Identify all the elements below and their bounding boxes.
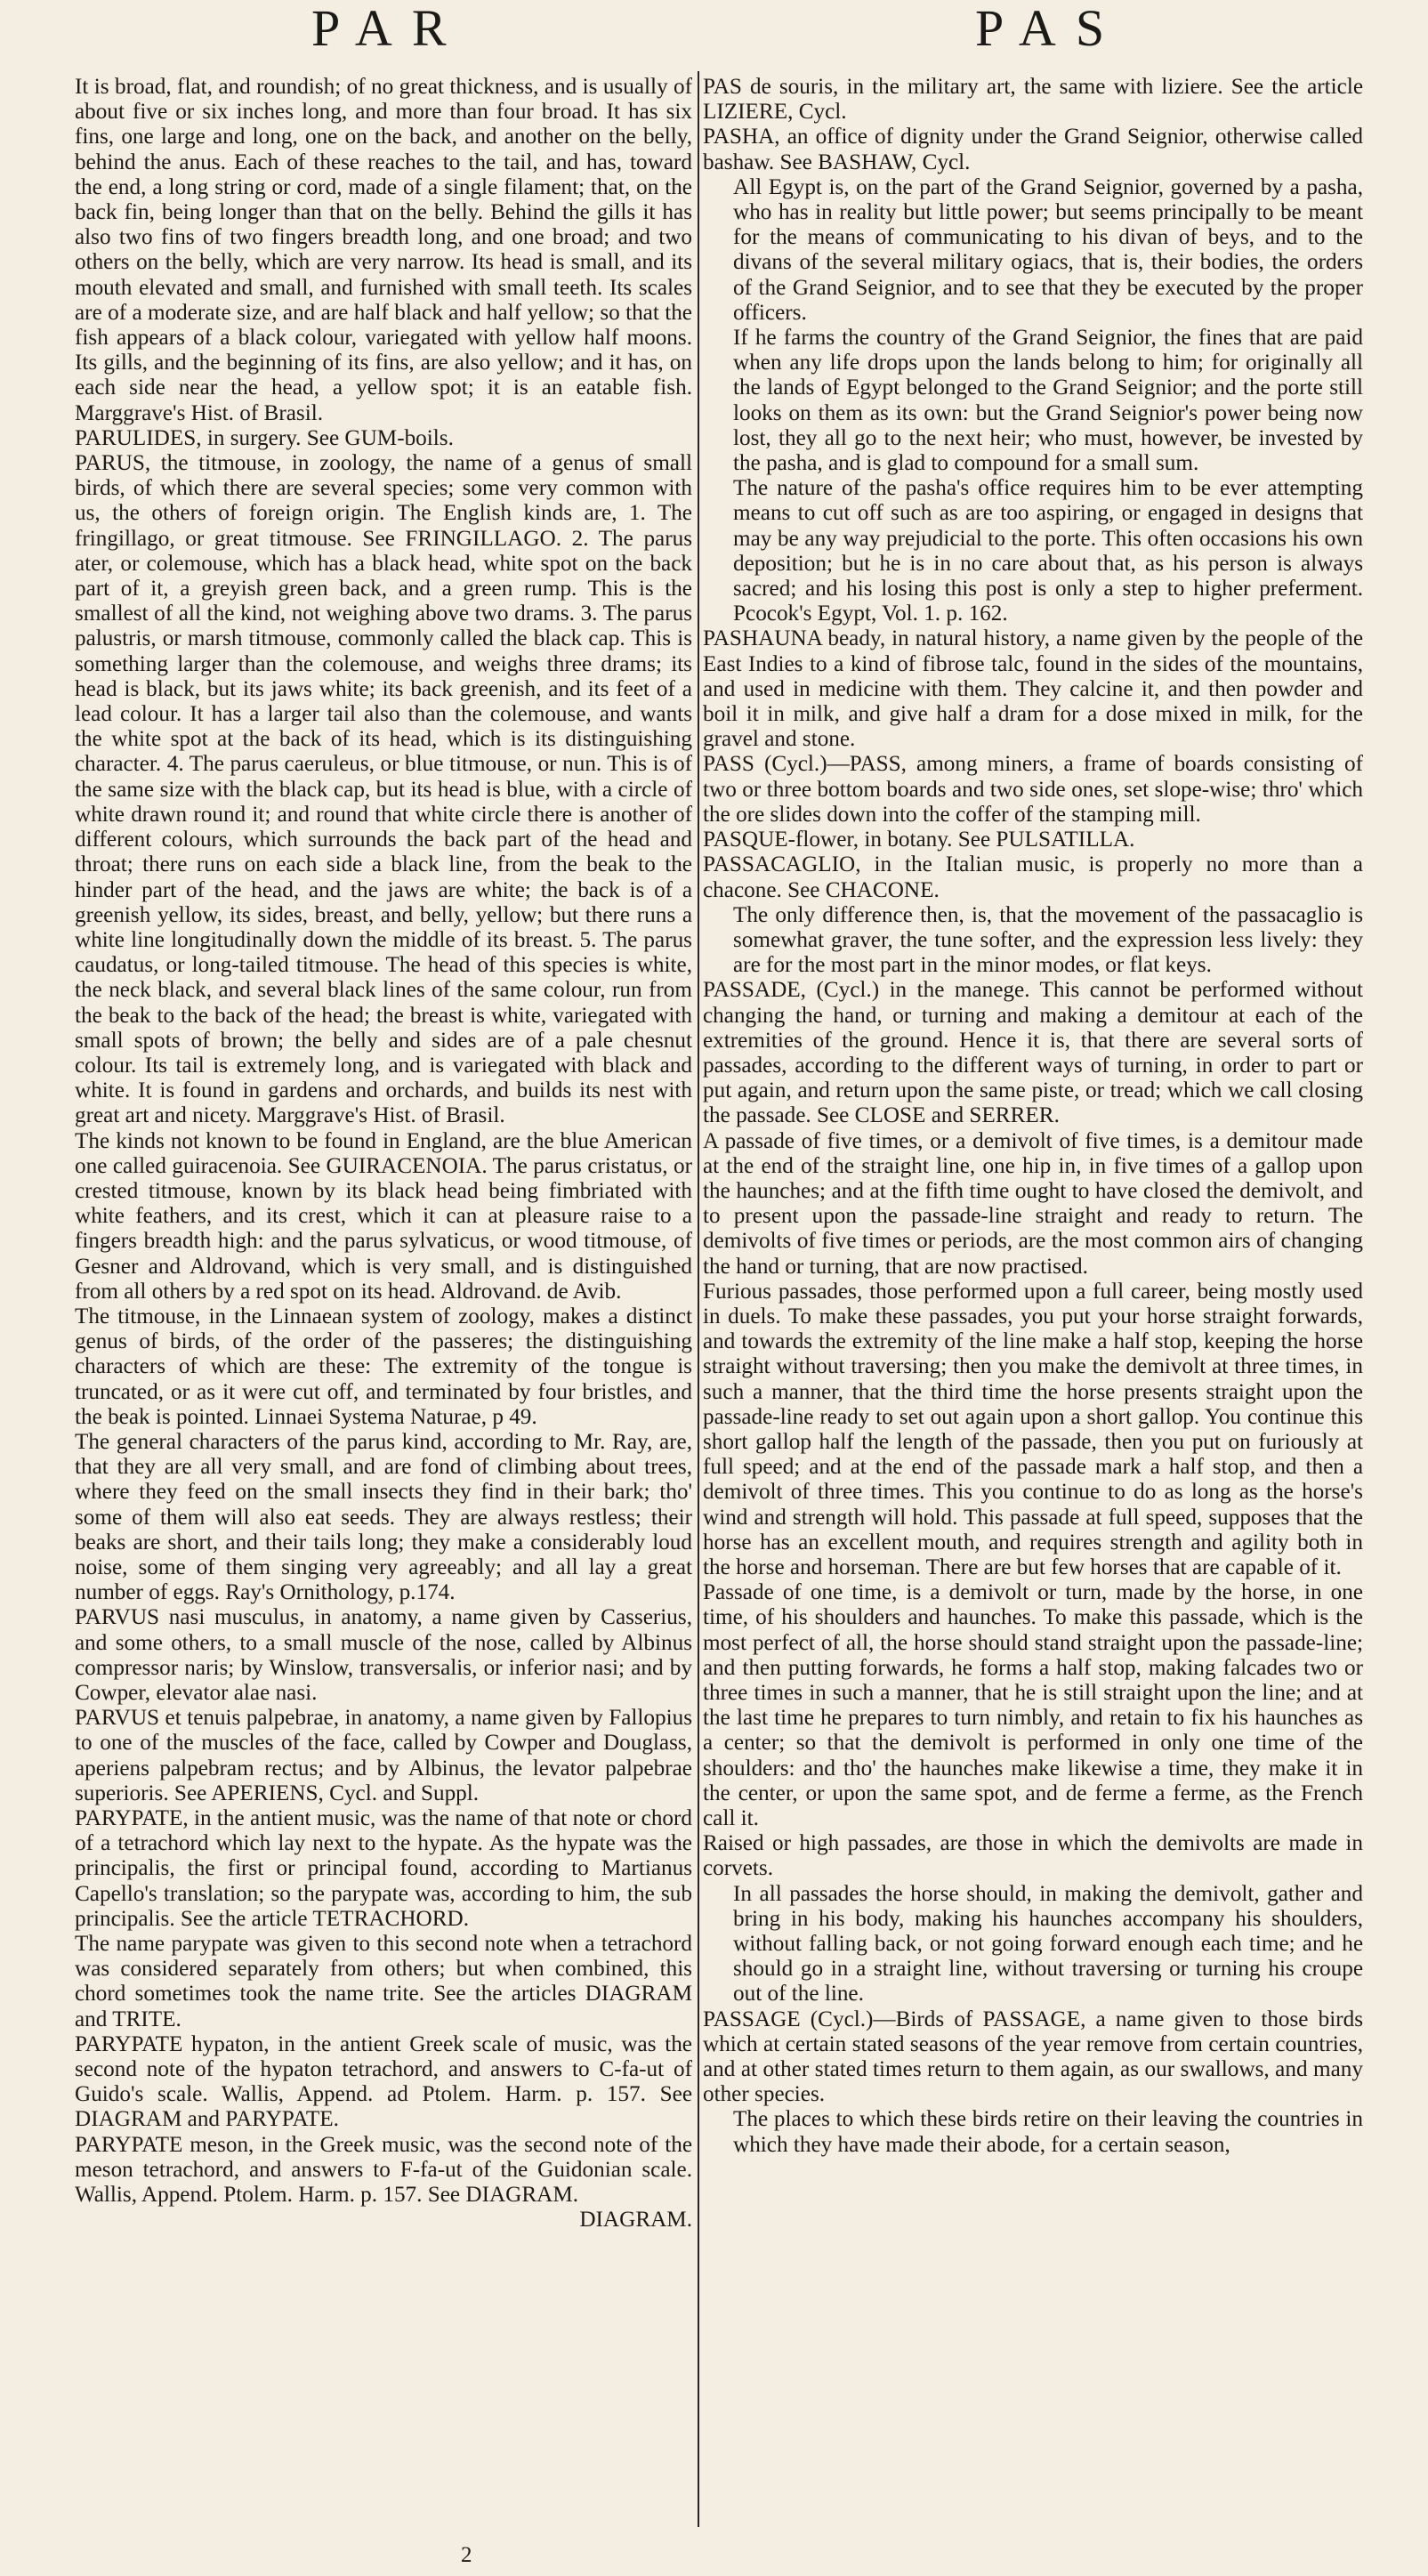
dictionary-entry: Furious passades, those performed upon a full career, being mostly used in duels. To make these passades, you put your horse straight forwards, and towards the extremity of the line make a half stop, keeping the horse straight without traversing; then you make the demivolt at three times, in such a manner, that the third time the horse presents straight upon the passade-line ready to set out again upon a short gallop. You continue this short gallop half the length of the passade, then you put on furiously at full speed; and at the end of the passade mark a half stop, and then a demivolt of three times. This you continue to do as long as the horse's wind and strength will hold. This passade at full speed, supposes that the horse has an excellent mouth, and requires strength and agility both in the horse and horseman. There are but few horses that are capable of it. xyxy=(703,1279,1363,1579)
dictionary-entry: PARYPATE meson, in the Greek music, was the second note of the meson tetrachord, and answers to F-fa-ut of the Guidonian scale. Wallis, Append. Ptolem. Harm. p. 157. See DIAGRAM. xyxy=(75,2132,692,2208)
paragraph: The name parypate was given to this second note when a tetrachord was considered separately from others; but when combined, this chord sometimes took the name trite. See the articles DIAGRAM and TRITE. xyxy=(75,1932,692,2031)
paragraph: The general characters of the parus kind, according to Mr. Ray, are, that they are all very small, and are fond of climbing about trees, where they feed on the small insects they find in their bark; tho' some of them will also eat seeds. They are always restless; their beaks are short, and their tails long; they make a considerably loud noise, some of them singing very agreeably; and all lay a great number of eggs. Ray's Ornithology, p.174. xyxy=(75,1429,692,1605)
right-column xyxy=(703,75,1363,2566)
paragraph: If he farms the country of the Grand Seignior, the fines that are paid when any life drops upon the lands belong to him; for originally all the lands of Egypt belonged to the Grand Seignior; and the porte still looks on them as its own: but the Grand Seignior's power being now lost, they all go to the next heir; who must, however, be invested by the pasha, and is glad to compound for a small sum. xyxy=(733,326,1363,476)
paragraph: The only difference then, is, that the movement of the passacaglio is somewhat graver, the tune softer, and the expression less lively: they are for the most part in the minor modes, or flat keys. xyxy=(733,902,1363,978)
running-head-left: PAR xyxy=(311,0,466,57)
dictionary-entry: PARYPATE, in the antient music, was the name of that note or chord of a tetrachord which lay next to the hypate. As the hypate was the principalis, the first or principal found, according to Martianus Capello's translation; so the parypate was, according to him, the sub principalis. See the article TETRACHORD. xyxy=(75,1806,692,1931)
paragraph: The places to which these birds retire on their leaving the countries in which they have made their abode, for a certain season, xyxy=(733,2107,1363,2157)
paragraph: The titmouse, in the Linnaean system of zoology, makes a distinct genus of birds, of the order of the passeres; the distinguishing characters of which are these: The extremity of the tongue is truncated, or as it were cut off, and terminated by four bristles, and the beak is pointed. Linnaei Systema Naturae, p 49. xyxy=(75,1304,692,1429)
dictionary-entry: PASSACAGLIO, in the Italian music, is properly no more than a chacone. See CHACONE. xyxy=(703,852,1363,902)
dictionary-entry: PARVUS nasi musculus, in anatomy, a name given by Casserius, and some others, to a small muscle of the nose, called by Albinus compressor naris; by Winslow, transversalis, or inferior nasi; and by Cowper, elevator alae nasi. xyxy=(75,1605,692,1705)
dictionary-entry: PAS de souris, in the military art, the same with liziere. See the article LIZIERE, Cycl. xyxy=(703,75,1363,125)
left-column xyxy=(75,75,692,2566)
signature-mark: 2 xyxy=(461,2543,472,2567)
dictionary-entry: PARUS, the titmouse, in zoology, the name of a genus of small birds, of which there are several species; some very common with us, the others of foreign origin. The English kinds are, 1. The fringillago, or great titmouse. See FRINGILLAGO. 2. The parus ater, or colemouse, which has a black head, white spot on the back part of it, a greyish green back, and a green rump. This is the smallest of all the kind, not weighing above two drams. 3. The parus palustris, or marsh titmouse, commonly called the black cap. This is something larger than the colemouse, and weighs three drams; its head is black, but its jaws white; its back greenish, and its feet of a lead colour. It has a larger tail also than the colemouse, and wants the white spot at the back of its head, which is its distinguishing character. 4. The parus caeruleus, or blue titmouse, or nun. This is of the same size with the black cap, but its head is blue, with a circle of white drawn round it; and round that white circle there is another of different colours, which surrounds the back part of the head and throat; there runs on each side a black line, from the beak to the hinder part of the head, and the jaws are white; the back is of a greenish yellow, its sides, breast, and belly, yellow; but there runs a white line longitudinally down the middle of its breast. 5. The parus caudatus, or long-tailed titmouse. The head of this species is white, the neck black, and several black lines of the same colour, run from the beak to the back of the head; the breast is white, variegated with small spots of brown; the belly and sides are of a pale chesnut colour. Its tail is extremely long, and is variegated with black and white. It is found in gardens and orchards, and builds its nest with great art and nicety. Marggrave's Hist. of Brasil. xyxy=(75,451,692,1128)
dictionary-entry: PASSADE, (Cycl.) in the manege. This cannot be performed without changing the hand, or turning and making a demitour at each of the extremities of the ground. Hence it is, that there are several sorts of passades, according to the different ways of turning, in order to part or put again, and return upon the same piste, or tread; which we call closing the passade. See CLOSE and SERRER. xyxy=(703,978,1363,1128)
dictionary-entry: PASS (Cycl.)—PASS, among miners, a frame of boards consisting of two or three bottom boards and two side ones, set slope-wise; thro' which the ore slides down into the coffer of the stamping mill. xyxy=(703,752,1363,827)
dictionary-entry: PARYPATE hypaton, in the antient Greek scale of music, was the second note of the hypaton tetrachord, and answers to C-fa-ut of Guido's scale. Wallis, Append. ad Ptolem. Harm. p. 157. See DIAGRAM and PARYPATE. xyxy=(75,2031,692,2132)
dictionary-entry: PARULIDES, in surgery. See GUM-boils. xyxy=(75,425,454,450)
paragraph: It is broad, flat, and roundish; of no great thickness, and is usually of about five or six inches long, and more than four broad. It has six fins, one large and long, one on the back, and another on the belly, behind the anus. Each of these reaches to the tail, and has, toward the end, a long string or cord, made of a single filament; that, on the back fin, being longer than that on the belly. Behind the gills it has also two fins of two fingers breadth long, and one broad; and two others on the belly, which are very narrow. Its head is small, and its mouth elevated and small, and furnished with small teeth. Its scales are of a moderate size, and are half black and half yellow; so that the fish appears of a black colour, variegated with yellow half moons. Its gills, and the beginning of its fins, are also yellow; and it has, on each side near the head, a yellow spot; it is an eatable fish. Marggrave's Hist. of Brasil. xyxy=(75,75,692,425)
dictionary-entry: Raised or high passades, are those in which the demivolts are made in corvets. xyxy=(703,1831,1363,1881)
dictionary-entry: PASHA, an office of dignity under the Grand Seignior, otherwise called bashaw. See BASHAW, Cycl. xyxy=(703,125,1363,174)
paragraph: In all passades the horse should, in making the demivolt, gather and bring in his body, making his haunches accompany his shoulders, without falling back, or not going forward enough each time; and he should go in a straight line, without traversing or turning his croupe out of the line. xyxy=(733,1881,1363,2007)
dictionary-entry: PASHAUNA beady, in natural history, a name given by the people of the East Indies to a kind of fibrose talc, found in the sides of the mountains, and used in medicine with them. They calcine it, and then powder and boil it in milk, and give half a dram for a dose mixed in milk, for the gravel and stone. xyxy=(703,626,1363,752)
paragraph: The nature of the pasha's office requires him to be ever attempting means to cut off such as are too aspiring, or engaged in designs that may be any way prejudicial to the porte. This often occasions his own deposition; but he is in no care about that, as his person is always sacred; and his losing this post is only a step to higher preferment. Pcocok's Egypt, Vol. 1. p. 162. xyxy=(733,476,1363,626)
dictionary-entry: Passade of one time, is a demivolt or turn, made by the horse, in one time, of his shoulders and haunches. To make this passade, which is the most perfect of all, the horse should stand straight upon the passade-line; and then putting forwards, he forms a half stop, making falcades two or three times in such a manner, that he is still straight upon the line; and at the last time he prepares to turn nimbly, and retain to fix his haunches as a center; so that the demivolt is performed in only one time of the shoulders: and tho' the haunches make likewise a time, they make it in the center, or upon the same spot, and de ferme a ferme, as the French call it. xyxy=(703,1580,1363,1831)
dictionary-entry: PARVUS et tenuis palpebrae, in anatomy, a name given by Fallopius to one of the muscles of the face, called by Cowper and Douglass, aperiens palpebram rectus; and by Albinus, the levator palpebrae superioris. See APERIENS, Cycl. and Suppl. xyxy=(75,1706,692,1805)
catchword: DIAGRAM. xyxy=(579,2208,692,2233)
paragraph: All Egypt is, on the part of the Grand Seignior, governed by a pasha, who has in reality but little power; but seems principally to be meant for the means of communicating to his divan of beys, and to the divans of the several military ogiacs, that is, their bodies, the orders of the Grand Seignior, and to see that they be executed by the proper officers. xyxy=(733,174,1363,325)
dictionary-entry: A passade of five times, or a demivolt of five times, is a demitour made at the end of the straight line, one hip in, in five times of a gallop upon the haunches; and at the fifth time ought to have closed the demivolt, and to present upon the passade-line straight and ready to return. The demivolts of five times or periods, are the most common airs of changing the hand or turning, that are now practised. xyxy=(703,1128,1363,1279)
paragraph: The kinds not known to be found in England, are the blue American one called guiracenoia. See GUIRACENOIA. The parus cristatus, or crested titmouse, known by its black head being fimbriated with white feathers, and its crest, which it can at pleasure raise to a fingers breadth high: and the parus sylvaticus, or wood titmouse, of Gesner and Aldrovand, which is very small, and is distinguished from all others by a red spot on its head. Aldrovand. de Avib. xyxy=(75,1128,692,1304)
dictionary-entry: PASQUE-flower, in botany. See PULSATILLA. xyxy=(703,828,1135,852)
running-head-right: PAS xyxy=(975,0,1125,57)
dictionary-entry: PASSAGE (Cycl.)—Birds of PASSAGE, a name given to those birds which at certain stated seasons of the year remove from certain countries, and at other stated times return to them again, as our swallows, and many other species. xyxy=(703,2007,1363,2107)
column-rule xyxy=(698,71,699,2527)
